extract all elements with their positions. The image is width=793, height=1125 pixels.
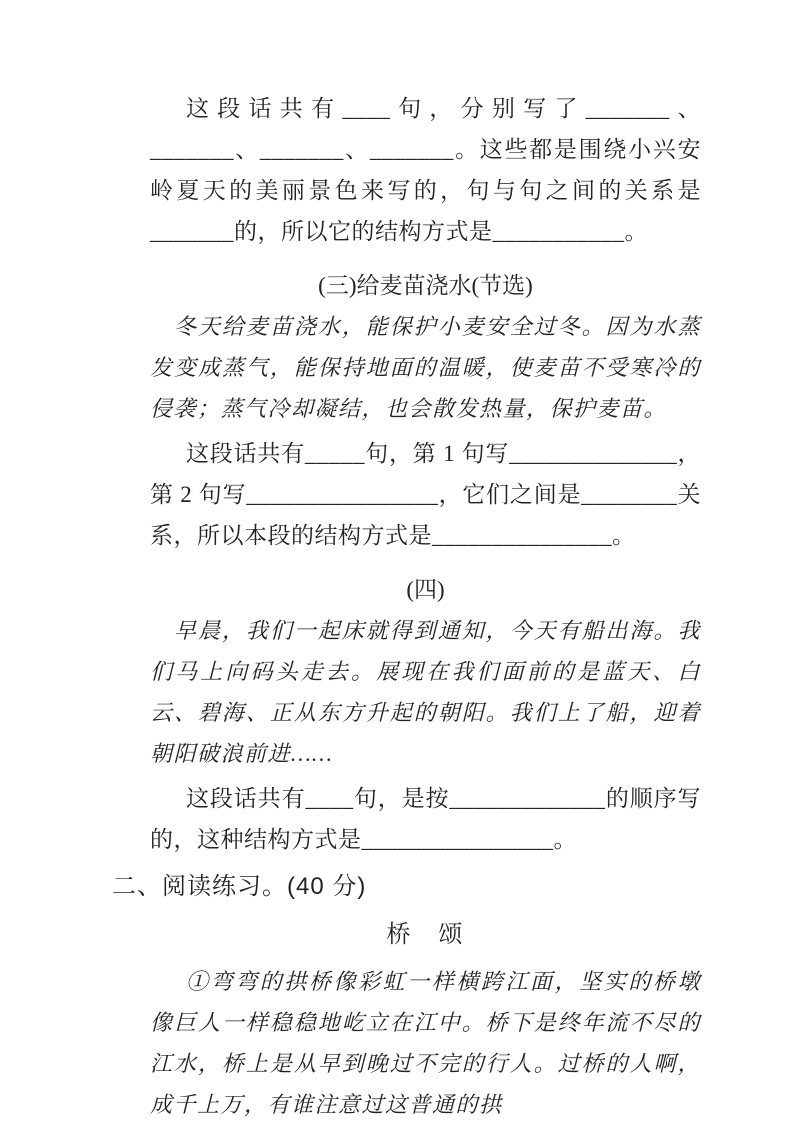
passage4-heading: (四) <box>406 577 445 602</box>
passage3-heading: (三)给麦苗浇水(节选) <box>318 273 533 298</box>
passage4-text: 早晨，我们一起床就得到通知，今天有船出海。我们马上向码头走去。展现在我们面前的是蓝天、白云、碧海、正从东方升起的朝阳。我们上了船，迎着朝阳破浪前进…… <box>150 618 701 766</box>
passage3-text: 冬天给麦苗浇水，能保护小麦安全过冬。因为水蒸发变成蒸气，能保持地面的温暖，使麦苗不受寒冷的侵袭；蒸气冷却凝结，也会散发热量，保护麦苗。 <box>150 314 701 421</box>
fill-blank-question-passage2: 这段话共有____句，分别写了_______、_______、_______、_______。这些都是围绕小兴安岭夏天的美丽景色来写的，句与句之间的关系是_______的，所以它的结构方式是___________。 <box>150 96 701 244</box>
section-two-heading: 二、阅读练习。(40 分) <box>112 873 367 900</box>
reading-passage-title: 桥 颂 <box>386 922 465 948</box>
fill-blank-question-passage3: 这段话共有_____句，第 1 句写______________，第 2 句写________________，它们之间是________关系，所以本段的结构方式是_______________。 <box>150 441 701 548</box>
reading-passage-paragraph1: ①弯弯的拱桥像彩虹一样横跨江面，坚实的桥墩像巨人一样稳稳地屹立在江中。桥下是终年流不尽的江水，桥上是从早到晚过不完的行人。过桥的人啊，成千上万，有谁注意过这普通的拱 <box>150 969 701 1117</box>
fill-blank-question-passage4: 这段话共有____句，是按_____________的顺序写的，这种结构方式是________________。 <box>150 786 701 852</box>
